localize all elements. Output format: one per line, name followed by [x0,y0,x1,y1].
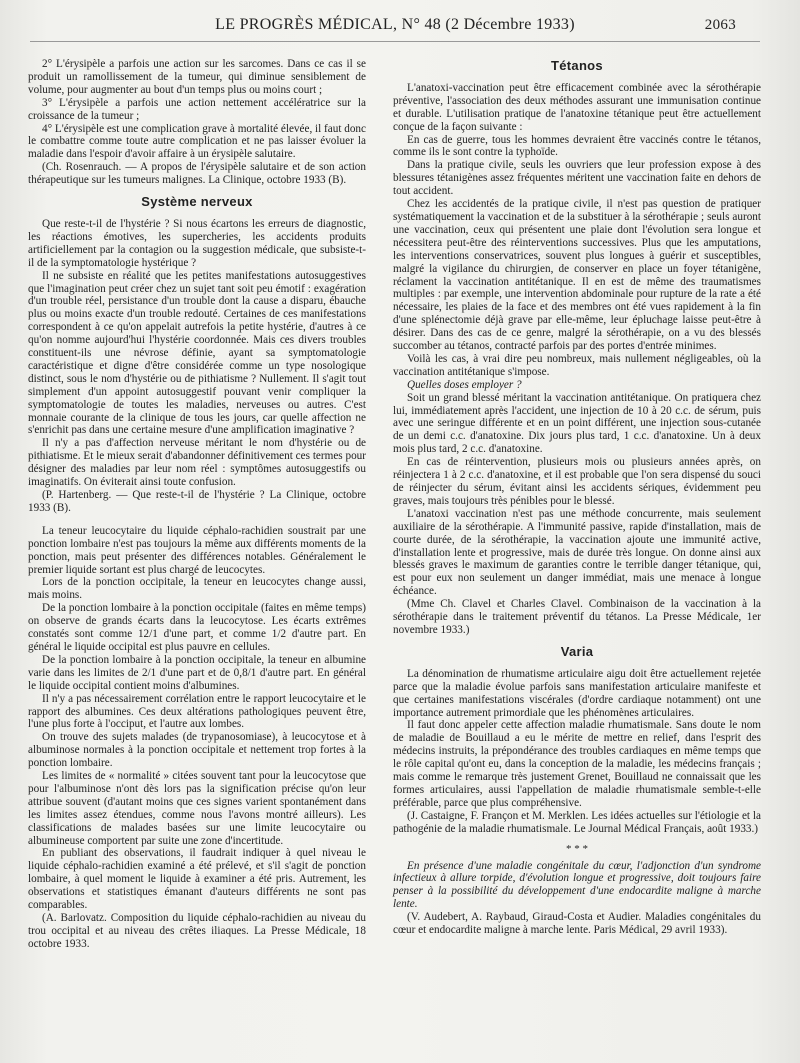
citation: (J. Castaigne, F. Françon et M. Merklen. Les idées actuelles sur l'étiologie et la pathogénie de la maladie rhumatismale. Le Journal Médical Français, août 1933.) [393,809,761,835]
paragraph: 4° L'érysipèle est une complication grave à mortalité élevée, il faut donc le combattre comme toute autre complication et ne pas laisser évoluer la maladie dans l'espoir d'avoir affaire à un érysipèle salutaire. [28,122,366,161]
paragraph: En cas de réintervention, plusieurs mois ou plusieurs années après, on réinjectera 1 à 2 c.c. d'anatoxine, et il est probable que l'on sera dispensé du souci de réinjecter du sérum, évitant ainsi les accidents sériques, évidemment peu graves, mais toujours très pénibles pour le blessé. [393,456,761,507]
paragraph: Il n'y a pas nécessairement corrélation entre le rapport leucocytaire et le rapport des albumines. Ces deux altérations pathologiques peuvent être, l'une plus forte à l'occiput, et l'autre aux lombes. [28,692,366,731]
paragraph: On trouve des sujets malades (de trypanosomiase), à leucocytose et à albuminose normales à la ponction occipitale et nettement trop fortes à la ponction lombaire. [28,731,366,770]
paragraph: Que reste-t-il de l'hystérie ? Si nous écartons les erreurs de diagnostic, les réactions émotives, les supercheries, les accidents produits artificiellement par la contagion ou la suggestion médicale, que subsiste-t-il de la symptomatologie hystérique ? [28,217,366,269]
spacer [28,515,366,525]
section-heading-systeme-nerveux: Système nerveux [141,194,253,210]
question: Quelles doses employer ? [407,378,522,391]
paragraph: En présence d'une maladie congénitale du cœur, l'adjonction d'un syndrome infectieux à allure torpide, d'évolution longue et progressive, doit toujours faire penser à la possibilité du développement d'une endocardite maligne à marche lente. [393,859,761,911]
paragraph: Les limites de « normalité » citées souvent tant pour la leucocytose que pour l'albuminose n'ont dès lors pas la signification précise qu'on leur attribue souvent (d'autant moins que ces signes varient spontanément dans les limites assez étendues, comme nous l'avons montré ailleurs). Les classifications de malades basées sur une limite leucocytaire ou albumineuse comportent par suite une zone d'incertitude. [28,770,366,847]
citation: (Mme Ch. Clavel et Charles Clavel. Combinaison de la vaccination à la sérothérapie dans le traitement préventif du tétanos. La Presse Médicale, 1er novembre 1933.) [393,598,761,636]
paragraph: L'anatoxi vaccination n'est pas une méthode concurrente, mais seulement auxiliaire de la sérothérapie. A l'immunité passive, rapide d'installation, mais de courte durée, de la sérothérapie, la vaccination ajoute une immunité active, d'installation lente et progressive, mais de durée très longue. On donne ainsi aux blessés graves le maximum de garanties contre le terrible danger tétanique, qui, est pour eux non seulement un danger immédiat, mais une menace à longue échéance. [393,507,761,598]
paragraph: L'anatoxi-vaccination peut être efficacement combinée avec la sérothérapie préventive, l'association des deux méthodes assurant une immunisation continue et durable. L'utilisation pratique de l'anatoxine tétanique peut être actuellement conçue de la façon suivante : [393,81,761,133]
section-heading-tetanos: Tétanos [551,58,603,73]
citation: (P. Hartenberg. — Que reste-t-il de l'hystérie ? La Clinique, octobre 1933 (B). [28,489,366,514]
citation: (A. Barlovatz. Composition du liquide céphalo-rachidien au niveau du trou occipital et au niveau des crêtes iliaques. La Presse Médicale, 18 octobre 1933. [28,912,366,950]
paragraph: De la ponction lombaire à la ponction occipitale, la teneur en albumine varie dans les limites de 2/1 d'une part et de 0,8/1 d'autre part. En général le liquide occipital contient moins d'albumines. [28,653,366,692]
paragraph: Soit un grand blessé méritant la vaccination antitétanique. On pratiquera chez lui, immédiatement après l'accident, une injection de 10 à 20 c.c. de sérum, puis avec une seringue différente et en un point différent, une injection sous-cutanée de un demi c.c. d'anatoxine. Dix jours plus tard, 1 c.c. d'anatoxine. Un à deux mois plus tard, 2 c.c. d'anatoxine. [393,391,761,456]
paragraph: En cas de guerre, tous les hommes devraient être vaccinés contre le tétanos, comme ils le sont contre la typhoïde. [393,133,761,159]
citation: (Ch. Rosenrauch. — A propos de l'érysipèle salutaire et de son action thérapeutique sur les tumeurs malignes. La Clinique, octobre 1933 (B). [28,161,366,187]
right-column [393,58,761,937]
journal-title: LE PROGRÈS MÉDICAL, N° 48 (2 Décembre 1933) [215,16,575,33]
citation: (V. Audebert, A. Raybaud, Giraud-Costa et Audier. Maladies congénitales du cœur et endocardite maligne à marche lente. Paris Médical, 29 avril 1933). [393,911,761,937]
paragraph: Chez les accidentés de la pratique civile, il n'est pas question de pratiquer systématiquement la vaccination et de la substituer à la sérothérapie ; seuls auront une vaccination, ceux qui présentent une plaie dont l'évolution sera longue et nécessitera peut-être des réinterventions successives. Plus que les amputations, les interventions conservatrices, souvent plus longues à guérir et susceptibles, malgré la vigilance du chirurgien, de conserver en place un foyer tétanigène, réclament la vaccination antitétanique. Il en est de même des traumatismes multiples : par exemple, une intervention abdominale pour rupture de la rate a été nécessaire, les plaies de la face et des membres ont été vues rapidement à la fin d'une splénectomie déjà grave par elle-même, leur épluchage laisse peut-être à désirer. Dans des cas de ce genre, malgré la sérothérapie, on a vu des blessés succomber au tétanos, contracté parfois par des portes d'entrée minimes. [393,198,761,353]
left-column [28,58,366,951]
paragraph: 2° L'érysipèle a parfois une action sur les sarcomes. Dans ce cas il se produit un ramollissement de la tumeur, qui diminue sensiblement de volume, pour augmenter au bout d'un temps plus ou moins court ; [28,58,366,96]
running-header [30,16,760,42]
paragraph: En publiant des observations, il faudrait indiquer à quel niveau le liquide céphalo-rachidien examiné a été prélevé, et s'il s'agit de ponction lombaire, à quel moment le liquide à examiner a été pris. Autrement, les observations et statistiques émanant d'auteurs différents ne sont pas comparables. [28,847,366,912]
paragraph: Lors de la ponction occipitale, la teneur en leucocytes change aussi, mais moins. [28,576,366,602]
paragraph: Il ne subsiste en réalité que les petites manifestations autosuggestives que l'imagination peut créer chez un sujet tant soit peu émotif : exagération d'un trouble réel, persistance d'un trouble dont la cause a disparu, ébauche plus ou moins exacte d'un trouble redouté. Certaines de ces manifestations correspondent à ce qu'on appelait autrefois la petite hystérie, d'autres à ce qu'on nomme aujourd'hui l'hystérie coordonnée. Mais ces divers troubles constituent-ils une névrose définie, ayant sa symptomatologie caractéristique et digne d'être considérée comme un type nosologique distinct, sous le nom d'hystérie ou de pithiatisme ? Nullement. Il s'agit tout simplement d'un appoint autosuggestif pouvant venir compliquer la symptomatologie de toutes les maladies, nerveuses ou autres. C'est monnaie courante de la clinique de tous les jours, car quelle affection ne s'enrichit pas dans une certaine mesure d'une amplification imaginative ? [28,269,366,437]
section-heading-varia: Varia [560,643,594,659]
paragraph: Dans la pratique civile, seuls les ouvriers que leur profession expose à des blessures tétanigènes assez fréquentes méritent une vaccination faite en dehors de tout accident. [393,159,761,198]
paragraph: Voilà les cas, à vrai dire peu nombreux, mais nullement négligeables, où la vaccination antitétanique s'impose. [393,352,761,378]
section-separator: * * * [566,842,588,855]
paragraph: Il n'y a pas d'affection nerveuse méritant le nom d'hystérie ou de pithiatisme. Et le mieux serait d'abandonner définitivement ces termes pour désigner des maladies par leur nom réel : symptômes autosuggestifs ou imaginatifs. On éviterait ainsi toute confusion. [28,437,366,489]
paragraph: La teneur leucocytaire du liquide céphalo-rachidien soustrait par une ponction lombaire n'est pas toujours la même aux différents moments de la ponction, mais peut présenter des différences notables. Généralement le premier liquide sortant est plus chargé de leucocytes. [28,524,366,576]
page-number: 2063 [704,17,736,33]
paragraph: Il faut donc appeler cette affection maladie rhumatismale. Sans doute le nom de maladie de Bouillaud a eu le mérite de mettre en relief, dans l'esprit des médecins instruits, la prépondérance des troubles cardiaques en même temps que le rôle capital qu'ont eu, dans la conception de la maladie, les médecins français ; mais comme le remarque très justement Grenet, Bouillaud ne connaissait que les formes articulaires, aussi l'appellation de maladie rhumatismale semble-t-elle préférable, parce que plus compréhensive. [393,719,761,809]
paragraph: La dénomination de rhumatisme articulaire aigu doit être actuellement rejetée parce que la maladie évolue parfois sans manifestation articulaire manifeste et que certaines manifestations viscérales (d'ordre cardiaque notamment) ont une importance autrement primordiale que les phénomènes articulaires. [393,667,761,719]
paragraph: 3° L'érysipèle a parfois une action nettement accélératrice sur la croissance de la tumeur ; [28,96,366,122]
column-gutter [378,58,379,1038]
paragraph: De la ponction lombaire à la ponction occipitale (faites en même temps) on observe de grands écarts dans la leucocytose. Les écarts extrêmes constatés sont comme 12/1 d'une part, et comme 1/2 d'autre part. En général le liquide occipital est plus pauvre en cellules. [28,602,366,653]
